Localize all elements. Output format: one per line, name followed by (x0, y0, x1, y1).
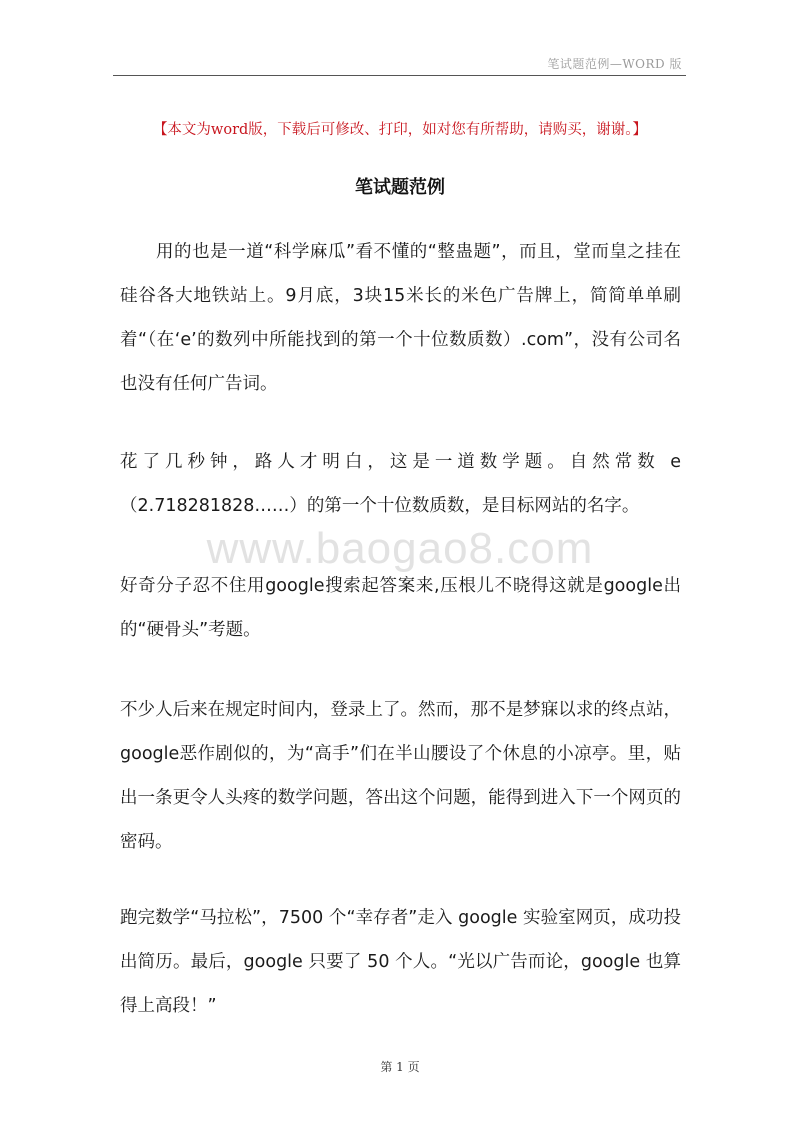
paragraph-5: 跑完数学“马拉松”，7500 个“幸存者”走入 google 实验室网页，成功投出简历。最后，google 只要了 50 个人。“光以广告而论，google 也算得上高段！” (120, 908, 681, 1016)
paragraph-3: 好奇分子忍不住用google搜索起答案来,压根儿不晓得这就是google出的“硬骨头”考题。 (120, 576, 681, 640)
header-divider (113, 75, 686, 76)
download-notice: 【本文为word版，下载后可修改、打印，如对您有所帮助，请购买，谢谢。】 (152, 122, 648, 138)
running-header: 笔试题范例—WORD 版 (547, 57, 682, 71)
page-number: 第 1 页 (380, 1060, 420, 1074)
watermark: www.baogao8.com (206, 524, 594, 573)
paragraph-2: 花了几秒钟，路人才明白，这是一道数学题。自然常数 e（2.718281828……）的第一个十位数质数，是目标网站的名字。 (120, 452, 681, 516)
document-title: 笔试题范例 (355, 177, 445, 198)
paragraph-1: 用的也是一道“科学麻瓜”看不懂的“整蛊题”，而且，堂而皇之挂在硅谷各大地铁站上。9月底，3块15米长的米色广告牌上，简简单单刷着“（在‘e’的数列中所能找到的第一个十位数质数）.com”，没有公司名也没有任何广告词。 (120, 242, 681, 394)
paragraph-4: 不少人后来在规定时间内，登录上了。然而，那不是梦寐以求的终点站，google恶作剧似的，为“高手”们在半山腰设了个休息的小凉亭。里，贴出一条更令人头疼的数学问题，答出这个问题，能得到进入下一个网页的密码。 (120, 700, 681, 852)
